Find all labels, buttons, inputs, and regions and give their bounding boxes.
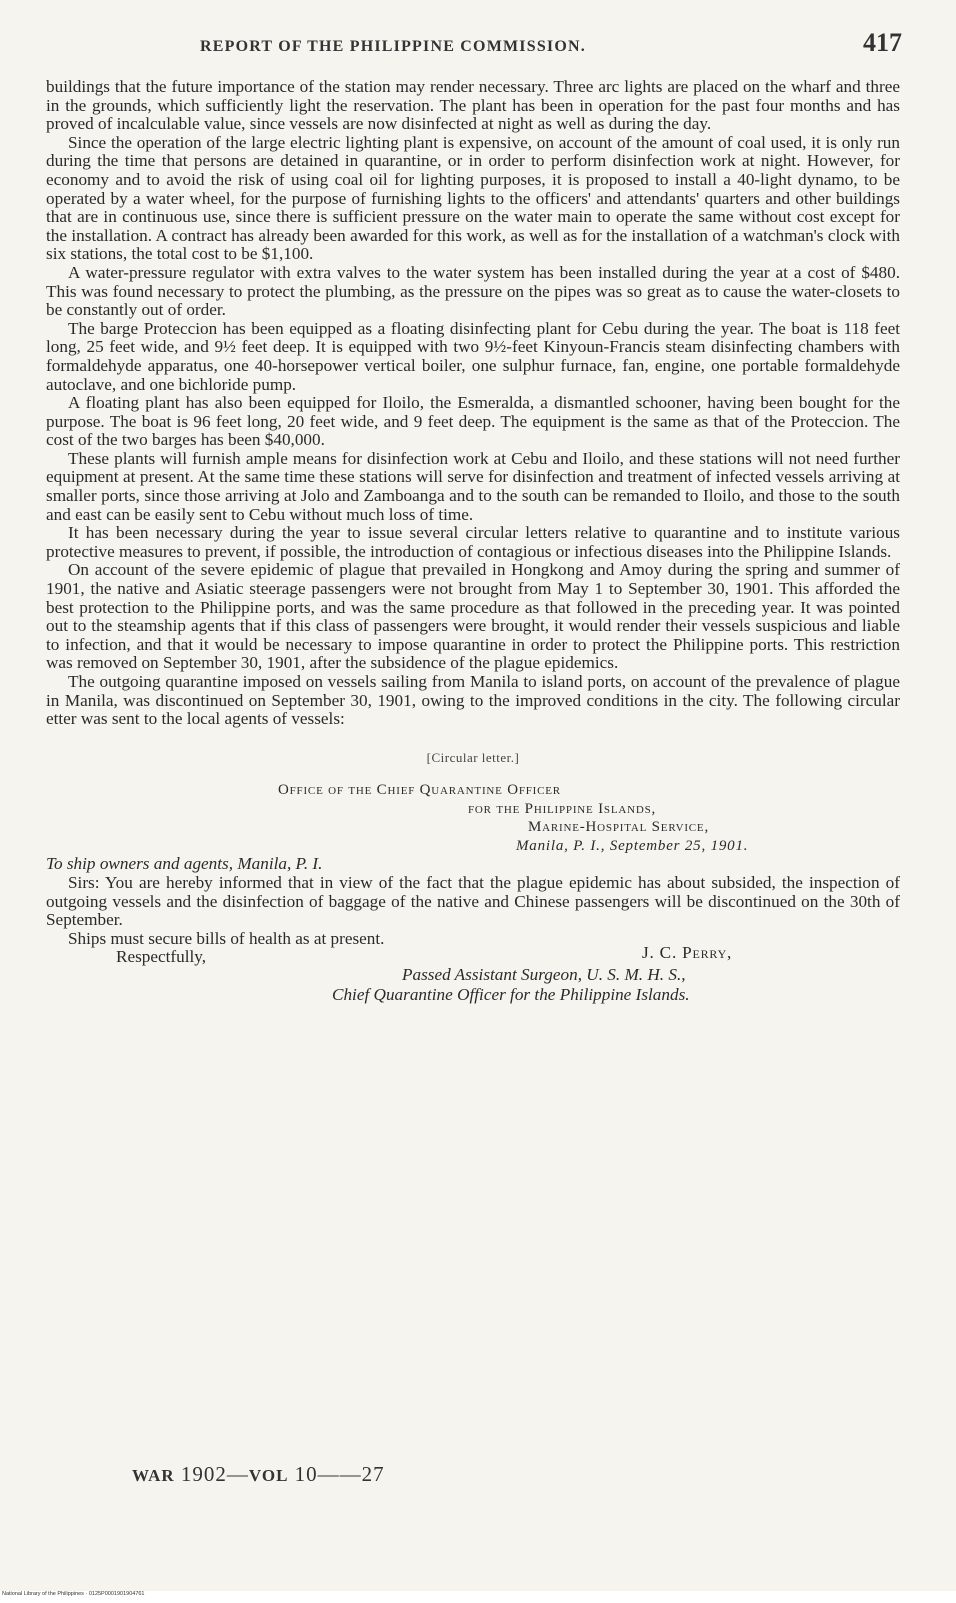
paragraph: Since the operation of the large electric lighting plant is expensive, on account of the amount of coal used, it is only run during the time that persons are detained in quarantine, or in order to perform disinfection work at night. However, for economy and to avoid the risk of using coal oil for lighting purposes, it is proposed to install a 40-light dynamo, to be operated by a water wheel, for the purpose of furnishing lights to the officers' and attendants' quarters and other buildings that are in continuous use, since there is sufficient pressure on the water main to operate the same without cost except for the installation. A contract has already been awarded for this work, as well as for the installation of a watchman's clock with six stations, the total cost to be $1,100.: [46, 132, 900, 264]
letter-signature-block: [46, 943, 900, 1022]
letter-caption: [Circular letter.]: [426, 749, 520, 765]
paragraph: The outgoing quarantine imposed on vessels sailing from Manila to island ports, on account of the prevalence of plague in Manila, was discontinued on September 30, 1901, owing to the improved conditions in the city. The following circular etter was sent to the local agents of vessels:: [46, 672, 900, 729]
signature-text: 1902—: [180, 1462, 249, 1486]
letter-addressee: To ship owners and agents, Manila, P. I.: [46, 854, 323, 874]
signature-end: 10——27: [294, 1462, 385, 1486]
office-line: for the Philippine Islands,: [468, 800, 657, 817]
paragraph: On account of the severe epidemic of plague that prevailed in Hongkong and Amoy during the spring and summer of 1901, the native and Asiatic steerage passengers were not brought from May 1 to September 30, 1901. This afforded the best protection to the Philippine ports, and was the same procedure as that followed in the preceding year. It was pointed out to the steamship agents that if this class of passengers were brought, it would render their vessels suspicious and liable to infection, and that it would be necessary to impose quarantine in order to protect the Philippine ports. This restriction was removed on September 30, 1901, after the subsidence of the plague epidemics.: [46, 560, 900, 673]
signature-vol: VOL: [248, 1466, 289, 1485]
paragraph: A floating plant has also been equipped for Iloilo, the Esmeralda, a dismantled schooner, having been bought for the purpose. The boat is 96 feet long, 20 feet wide, and 9 feet deep. The equipment is the same as that of the Proteccion. The cost of the two barges has been $40,000.: [46, 393, 900, 450]
office-line: Office of the Chief Quarantine Officer: [278, 782, 561, 799]
signer-title: Passed Assistant Surgeon, U. S. M. H. S.,: [402, 965, 686, 985]
signer-name: J. C. Perry,: [642, 943, 733, 963]
library-stamp: National Library of the Philippines · 0125P0001901904761: [2, 1591, 145, 1597]
paragraph: buildings that the future importance of the station may render necessary. Three arc lights are placed on the wharf and three in the grounds, which sufficiently light the reservation. The plant has been in operation for the past four months and has proved of incalculable value, since vessels are now disinfected at night as well as during the day.: [46, 77, 900, 134]
office-line: Marine-Hospital Service,: [528, 819, 709, 836]
paragraph: These plants will furnish ample means for disinfection work at Cebu and Iloilo, and these stations will not need further equipment at present. At the same time these stations will serve for disinfection and treatment of infected vessels arriving at smaller ports, since those arriving at Jolo and Zamboanga and to the south can be remanded to Iloilo, and those to the south and east can be easily sent to Cebu without much loss of time.: [46, 448, 900, 524]
letter-body: Sirs: You are hereby informed that in view of the fact that the plague epidemic has about subsided, the inspection of outgoing vessels and the disinfection of baggage of the native and Chinese passengers will be discontinued on the 30th of September.: [46, 872, 900, 930]
running-header: [200, 28, 920, 68]
paragraph: The barge Proteccion has been equipped as a floating disinfecting plant for Cebu during the year. The boat is 118 feet long, 25 feet wide, and 9½ feet deep. It is equipped with two 9½-feet Kinyoun-Francis steam disinfecting chambers with formaldehyde apparatus, one 40-horsepower vertical boiler, one sulphur furnace, fan, engine, one portable formaldehyde autoclave, and one bichloride pump.: [46, 318, 900, 394]
letter-office-block: [278, 781, 900, 855]
paragraph: It has been necessary during the year to issue several circular letters relative to quarantine and to institute various protective measures to prevent, if possible, the introduction of contagious or infectious diseases into the Philippine Islands.: [46, 523, 900, 561]
signer-title: Chief Quarantine Officer for the Philippine Islands.: [332, 985, 690, 1005]
letter-date: Manila, P. I., September 25, 1901.: [516, 837, 749, 854]
signature-prefix: WAR: [132, 1466, 175, 1485]
paragraph: A water-pressure regulator with extra valves to the water system has been installed during the year at a cost of $480. This was found necessary to protect the plumbing, as the pressure on the pipes was so great as to cause the water-closets to be constantly out of order.: [46, 262, 900, 320]
page-number: 417: [863, 28, 902, 57]
letter-closing: Respectfully,: [116, 947, 207, 967]
printer-signature: [132, 1462, 385, 1487]
header-title: REPORT OF THE PHILIPPINE COMMISSION.: [200, 38, 586, 55]
page-body: [46, 78, 900, 1022]
letter-body: Ships must secure bills of health as at present.: [68, 928, 385, 948]
